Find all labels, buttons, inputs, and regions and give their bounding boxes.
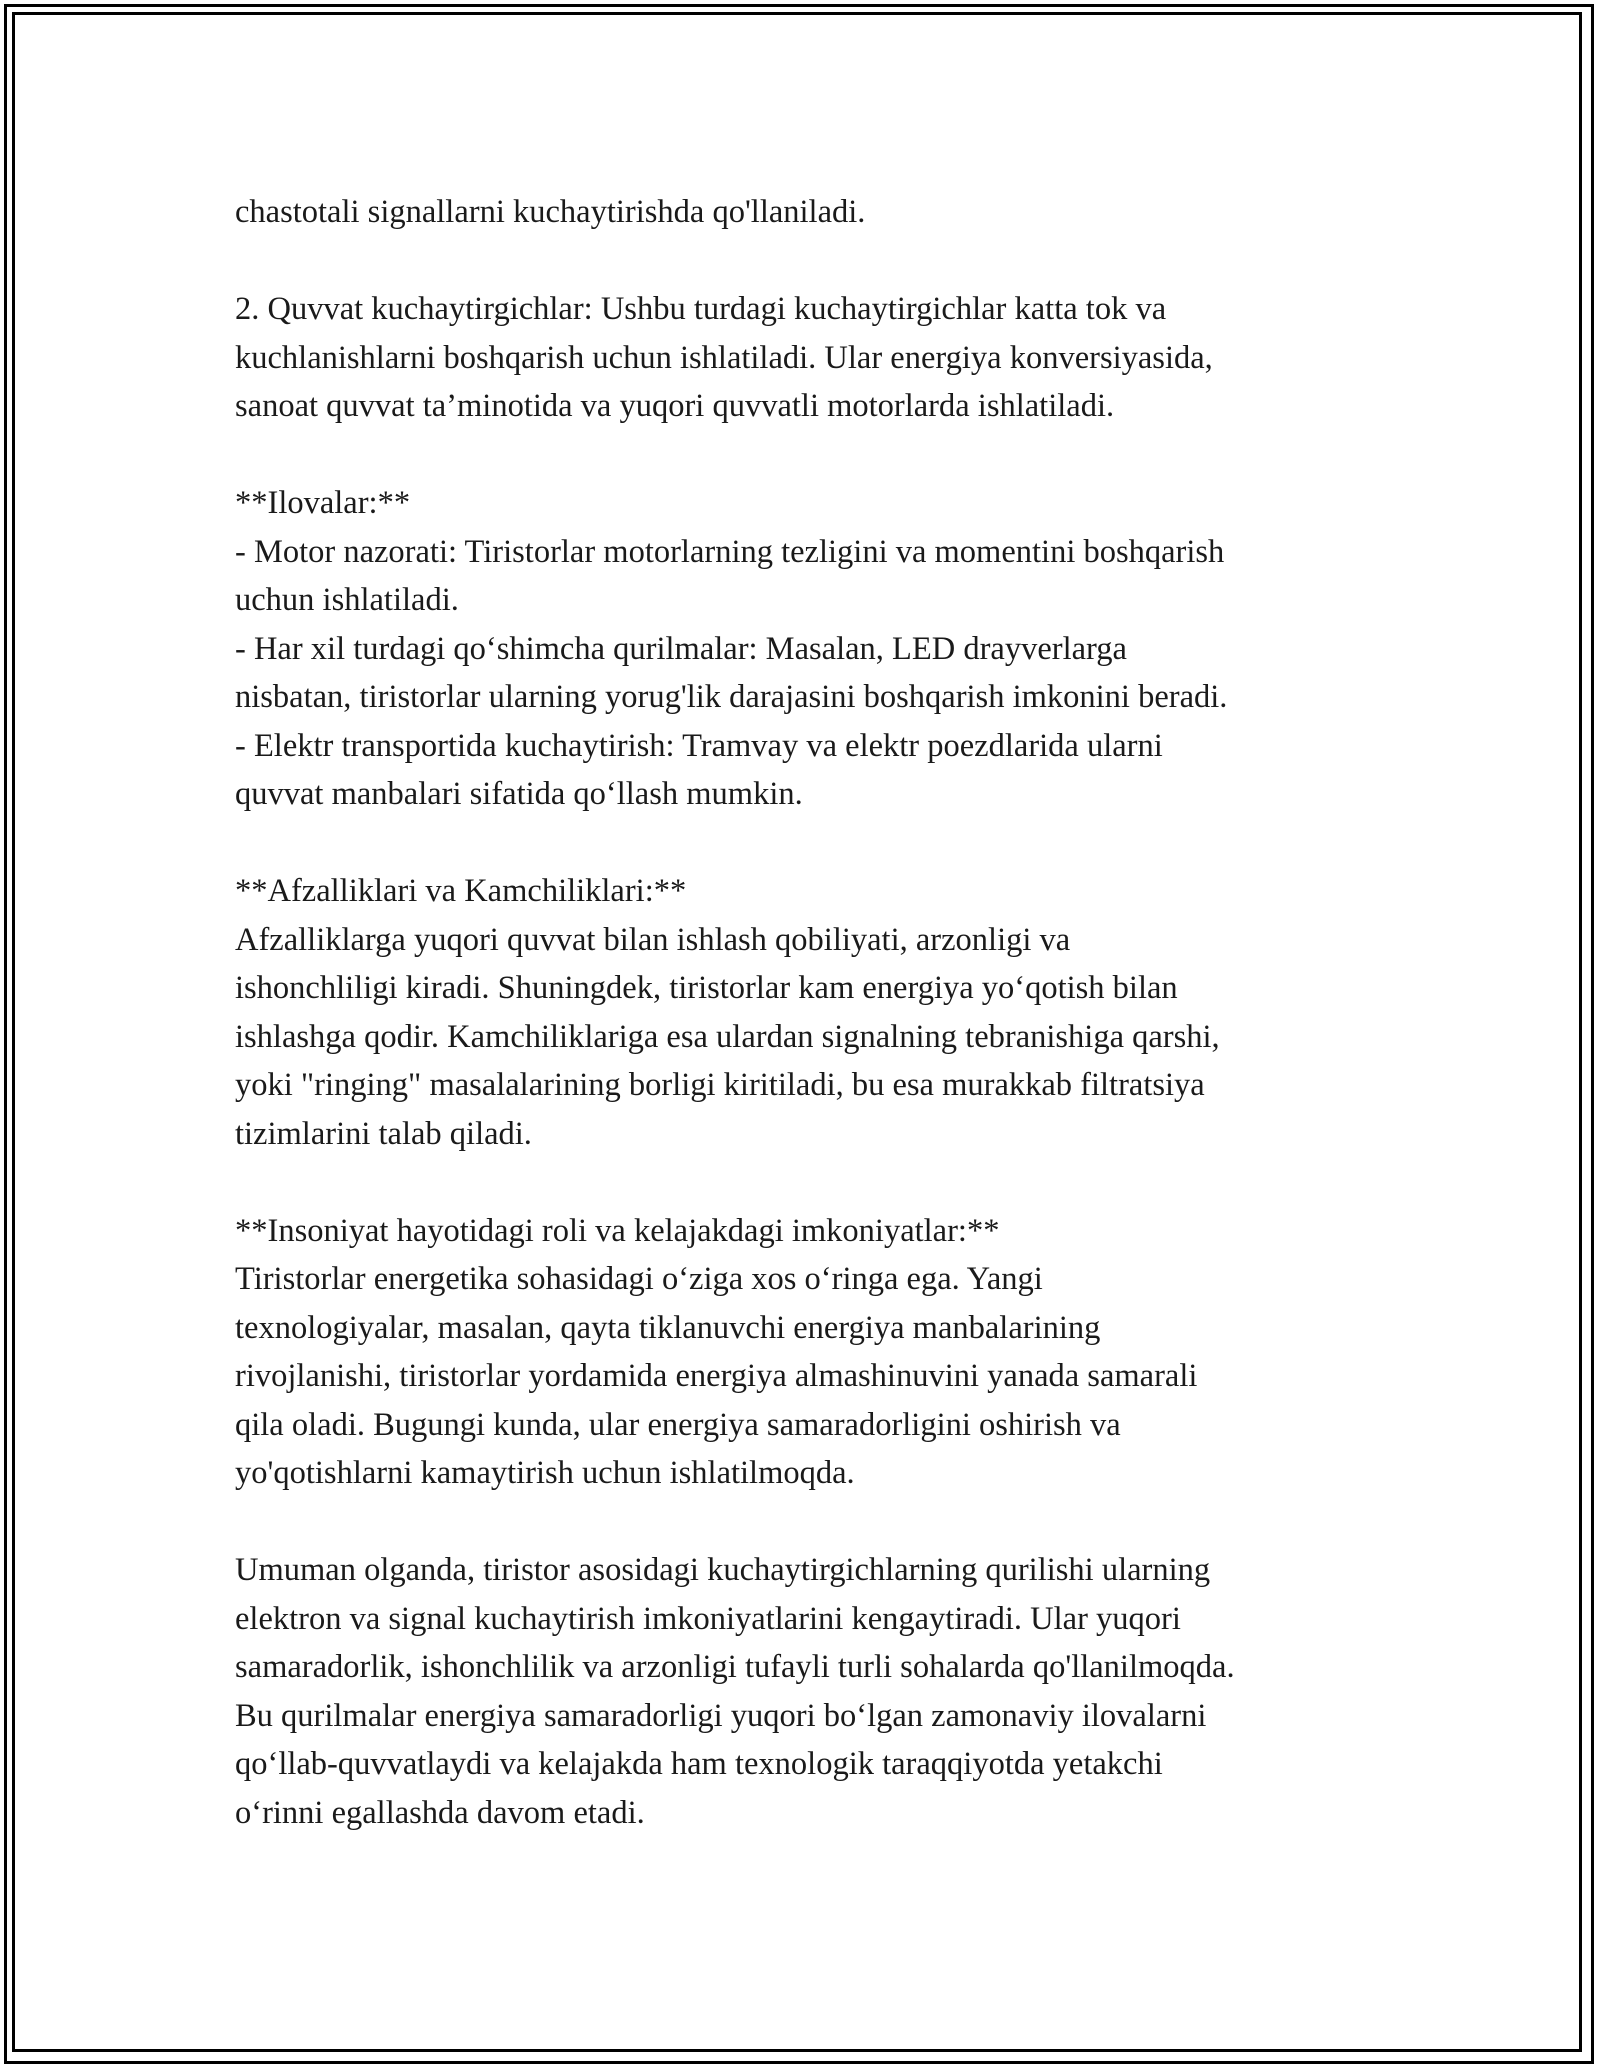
section-applications xyxy=(235,479,1385,819)
text-line: chastotali signallarni kuchaytirishda qo'llaniladi. xyxy=(235,194,866,230)
text-line: texnologiyalar, masalan, qayta tiklanuvchi energiya manbalarining xyxy=(235,1309,1101,1346)
text-line: qila oladi. Bugungi kunda, ular energiya samaradorligini oshirish va xyxy=(235,1406,1121,1443)
text-line: sanoat quvvat ta’minotida va yuqori quvvatli motorlarda ishlatiladi. xyxy=(235,388,1115,424)
text-line: samaradorlik, ishonchlilik va arzonligi tufayli turli sohalarda qo'llanilmoqda. xyxy=(235,1649,1235,1685)
text-line: Tiristorlar energetika sohasidagi o‘ziga xos o‘ringa ega. Yangi xyxy=(235,1261,1043,1297)
text-line: quvvat manbalari sifatida qo‘llash mumkin. xyxy=(235,776,803,812)
text-line: Bu qurilmalar energiya samaradorligi yuqori bo‘lgan zamonaviy ilovalarni xyxy=(235,1697,1207,1734)
text-line: yo'qotishlarni kamaytirish uchun ishlatilmoqda. xyxy=(235,1455,855,1491)
text-line: 2. Quvvat kuchaytirgichlar: Ushbu turdagi kuchaytirgichlar katta tok va xyxy=(235,291,1167,327)
text-line: yoki "ringing" masalalarining borligi kiritiladi, bu esa murakkab filtratsiya xyxy=(235,1067,1205,1103)
paragraph-power-amplifiers xyxy=(235,285,1385,431)
text-line: Umuman olganda, tiristor asosidagi kuchaytirgichlarning qurilishi ularning xyxy=(235,1552,1211,1588)
text-line: ishlashga qodir. Kamchiliklariga esa ulardan signalning tebranishiga qarshi, xyxy=(235,1018,1220,1055)
text-line: uchun ishlatiladi. xyxy=(235,582,459,618)
text-line: Afzalliklarga yuqori quvvat bilan ishlash qobiliyati, arzonligi va xyxy=(235,921,1071,958)
text-line: rivojlanishi, tiristorlar yordamida energiya almashinuvini yanada samarali xyxy=(235,1358,1198,1394)
section-heading: **Insoniyat hayotidagi roli va kelajakdagi imkoniyatlar:** xyxy=(235,1212,1000,1249)
text-line: - Motor nazorati: Tiristorlar motorlarning tezligini va momentini boshqarish xyxy=(235,533,1225,570)
text-line: ishonchliligi kiradi. Shuningdek, tiristorlar kam energiya yo‘qotish bilan xyxy=(235,970,1178,1006)
text-line: - Har xil turdagi qo‘shimcha qurilmalar: Masalan, LED drayverlarga xyxy=(235,630,1127,667)
text-line: - Elektr transportida kuchaytirish: Tramvay va elektr poezdlarida ularni xyxy=(235,727,1163,764)
text-line: kuchlanishlarni boshqarish uchun ishlatiladi. Ular energiya konversiyasida, xyxy=(235,339,1213,376)
section-role-and-future xyxy=(235,1207,1385,1498)
text-line: qo‘llab-quvvatlaydi va kelajakda ham texnologik taraqqiyotda yetakchi xyxy=(235,1746,1163,1782)
paragraph-conclusion xyxy=(235,1546,1385,1837)
section-heading: **Ilovalar:** xyxy=(235,485,411,521)
paragraph-continuation xyxy=(235,188,1385,237)
text-line: tizimlarini talab qiladi. xyxy=(235,1115,532,1152)
section-advantages-disadvantages xyxy=(235,867,1385,1158)
text-line: elektron va signal kuchaytirish imkoniyatlarini kengaytiradi. Ular yuqori xyxy=(235,1600,1181,1637)
text-line: nisbatan, tiristorlar ularning yorug'lik darajasini boshqarish imkonini beradi. xyxy=(235,679,1228,715)
section-heading: **Afzalliklari va Kamchiliklari:** xyxy=(235,873,687,909)
document-body xyxy=(235,188,1385,1837)
text-line: o‘rinni egallashda davom etadi. xyxy=(235,1794,645,1831)
